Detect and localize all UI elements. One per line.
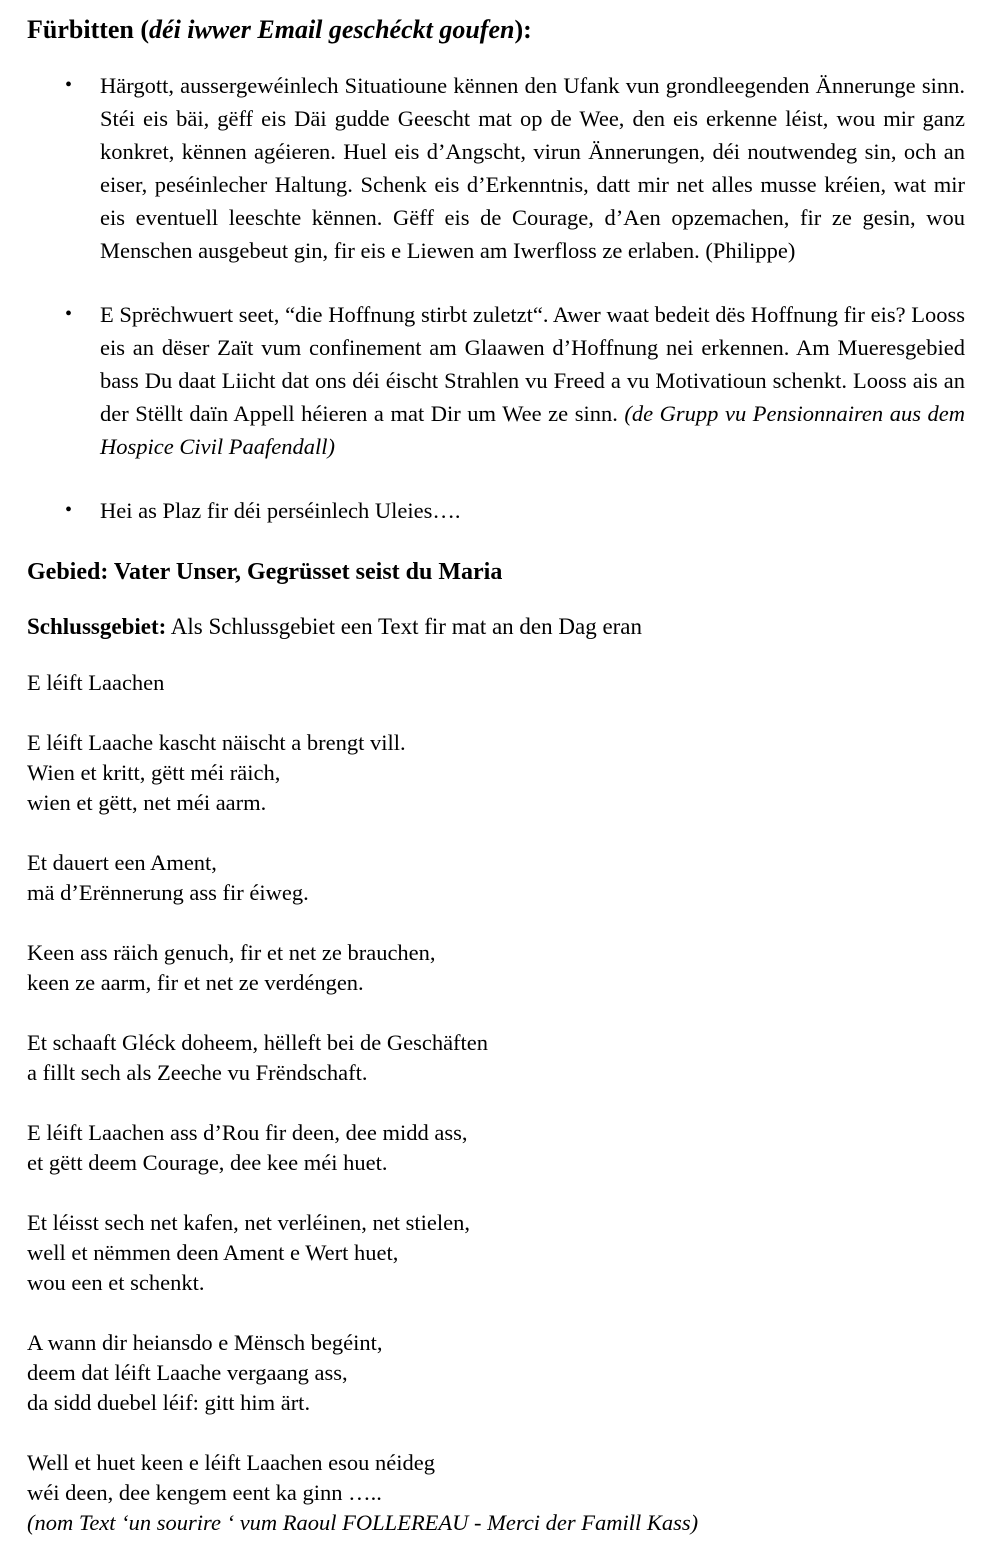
list-item	[65, 69, 965, 267]
bullet-text	[100, 69, 965, 267]
poem-line: a fillt sech als Zeeche vu Frëndschaft.	[27, 1059, 368, 1085]
poem-line: wou een et schenkt.	[27, 1269, 205, 1295]
schlussgebiet-paragraph	[27, 613, 965, 642]
poem-stanza	[27, 728, 965, 818]
poem-stanza	[27, 1208, 965, 1298]
bullet-body: E Sprëchwuert seet, “die Hoffnung stirbt zuletzt“. Awer waat bedeit dës Hoffnung fir eis? Looss eis an dëser Zaït vum confinement am Glaawen d’Hoffnung nei erkennen. Am Mueresgebied bass Du daat Liicht dat ons déi éischt Strahlen vu Freed a vu Motivatioun schenkt. Looss ais an der Stëllt daïn Appell héieren a mat Dir um Wee ze sinn.	[100, 302, 965, 427]
poem-line: Keen ass räich genuch, fir et net ze brauchen,	[27, 939, 436, 965]
intercession-bullet-list	[27, 69, 965, 527]
poem-line: Et dauert een Ament,	[27, 849, 217, 875]
schlussgebiet-label: Schlussgebiet:	[27, 613, 167, 639]
poem-line: Well et huet keen e léift Laachen esou néideg	[27, 1449, 435, 1475]
bullet-body: Härgott, aussergewéinlech Situatioune kënnen den Ufank vun grondleegenden Ännerunge sinn. Stéi eis bäi, gëff eis Däi gudde Geescht mat op de Wee, den eis erkenne léist, wou mir ganz konkret, kënnen agéieren. Huel eis d’Angscht, virun Ännerungen, déi noutwendeg sin, och an eiser, peséinlecher Haltung. Schenk eis d’Erkenntnis, datt mir net alles musse kréien, wat mir eis eventuell leeschte kënnen. Gëff eis de Courage, d’Aen opzemachen, fir ze gesin, wou Menschen ausgebeut gin, fir eis e Liewen am Iwerfloss ze erlaben. (Philippe)	[100, 73, 965, 264]
poem-line: Et schaaft Gléck doheem, hëlleft bei de Geschäften	[27, 1029, 489, 1055]
poem-stanza	[27, 938, 965, 998]
poem-title: E léift Laachen	[27, 669, 165, 695]
poem-line: mä d’Erënnerung ass fir éiweg.	[27, 879, 309, 905]
page-title-tail: ):	[514, 15, 532, 44]
poem-line: Et léisst sech net kafen, net verléinen, net stielen,	[27, 1209, 470, 1235]
poem-line: keen ze aarm, fir et net ze verdéngen.	[27, 969, 364, 995]
page-title	[27, 14, 965, 45]
schlussgebiet-text: Als Schlussgebiet een Text fir mat an den Dag eran	[166, 613, 643, 639]
poem-stanza	[27, 1028, 965, 1088]
poem-line: wéi deen, dee kengem eent ka ginn …..	[27, 1479, 382, 1505]
bullet-icon: •	[65, 499, 73, 522]
bullet-icon: •	[65, 303, 73, 326]
poem-stanza	[27, 848, 965, 908]
poem-stanza	[27, 1448, 965, 1538]
poem-line: E léift Laache kascht näischt a brengt vill.	[27, 729, 406, 755]
bullet-body: Hei as Plaz fir déi perséinlech Uleies….	[100, 498, 461, 524]
list-item	[65, 494, 965, 527]
poem-line: et gëtt deem Courage, dee kee méi huet.	[27, 1149, 388, 1175]
poem-stanza	[27, 1118, 965, 1178]
bullet-attribution: (de Grupp vu Pensionnairen aus dem Hospice Civil Paafendall)	[100, 401, 966, 460]
poem	[27, 668, 965, 1538]
poem-stanza	[27, 1328, 965, 1418]
bullet-text	[100, 494, 965, 527]
poem-line: da sidd duebel léif: gitt him ärt.	[27, 1389, 311, 1415]
poem-line: E léift Laachen ass d’Rou fir deen, dee midd ass,	[27, 1119, 468, 1145]
bullet-text	[100, 298, 965, 463]
poem-line: deem dat léift Laache vergaang ass,	[27, 1359, 348, 1385]
list-item	[65, 298, 965, 463]
poem-line: well et nëmmen deen Ament e Wert huet,	[27, 1239, 399, 1265]
bullet-icon: •	[65, 74, 73, 97]
poem-line: A wann dir heiansdo e Mënsch begéint,	[27, 1329, 383, 1355]
page-title-bold: Fürbitten (	[27, 15, 150, 44]
gebied-heading: Gebied: Vater Unser, Gegrüsset seist du Maria	[27, 559, 503, 586]
poem-line: Wien et kritt, gëtt méi räich,	[27, 759, 281, 785]
page-title-italic: déi iwwer Email geschéckt goufen	[149, 15, 515, 44]
poem-credit: (nom Text ‘un sourire ‘ vum Raoul FOLLEREAU - Merci der Famill Kass)	[27, 1509, 699, 1535]
poem-line: wien et gëtt, net méi aarm.	[27, 789, 267, 815]
